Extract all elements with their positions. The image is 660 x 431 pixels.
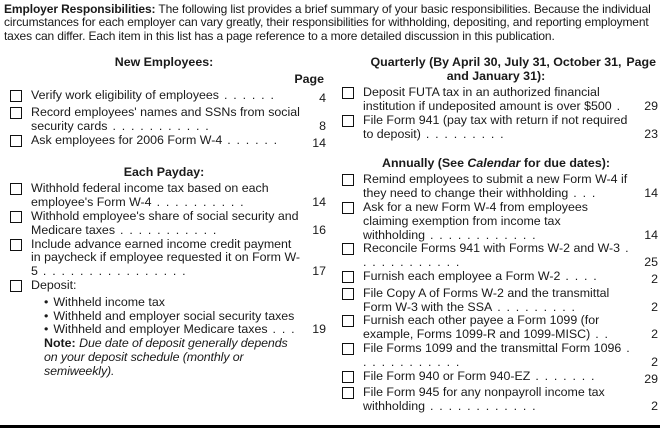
checklist-item xyxy=(334,370,658,387)
leader-dots: . . . . . . . xyxy=(535,368,596,383)
bullet-item xyxy=(44,323,326,337)
page-ref: 23 xyxy=(644,126,658,141)
leader-dots: . . . . . . . . . . xyxy=(156,195,245,210)
section-each-payday xyxy=(2,166,326,379)
page-ref: 29 xyxy=(644,99,658,114)
checkbox-icon[interactable] xyxy=(342,202,354,214)
page-ref: 2 xyxy=(651,299,658,314)
checkbox-icon[interactable] xyxy=(342,174,354,186)
section-title: Each Payday: xyxy=(123,164,205,179)
checkbox-icon[interactable] xyxy=(342,271,354,283)
bullet-text: Withheld and employer social security taxes xyxy=(53,308,295,323)
checkbox-icon[interactable] xyxy=(10,239,22,251)
leader-dots: . . . . . . . . . . . . xyxy=(430,399,537,414)
item-text: File Form 940 or Form 940-EZ xyxy=(363,368,531,383)
page-ref: 2 xyxy=(651,327,658,342)
calendar-reference: Calendar xyxy=(467,155,521,170)
note-label: Note: xyxy=(44,336,76,351)
page-ref: 19 xyxy=(312,322,326,337)
page-ref: 2 xyxy=(651,354,658,369)
section-annually xyxy=(334,157,658,414)
leader-dots: . . . . . . . . . xyxy=(425,126,505,141)
checklist-item xyxy=(334,114,658,142)
item-text: Deposit: xyxy=(31,278,77,293)
checklist-item xyxy=(2,134,326,151)
item-text: Include advance earned income credit payment in paycheck if employee requested it on Form W-5 xyxy=(31,236,301,279)
checklist-item xyxy=(2,89,326,106)
page-ref: 2 xyxy=(651,272,658,287)
checklist-item xyxy=(2,182,326,210)
leader-dots: . . . . . . . . . . . xyxy=(120,222,218,237)
section-new-employees xyxy=(2,56,326,151)
page-column-label: Page xyxy=(626,54,656,69)
leader-dots: . . . . . . . . . . . . xyxy=(363,241,630,270)
bullet-icon xyxy=(44,322,53,336)
checklist-item xyxy=(334,173,658,201)
page-ref: 25 xyxy=(644,255,658,270)
checkbox-icon[interactable] xyxy=(10,135,22,147)
leader-dots: . . . xyxy=(573,186,597,201)
page-ref: 8 xyxy=(319,119,326,134)
leader-dots: . . . . xyxy=(565,269,598,284)
page-column-label: Page xyxy=(294,71,324,86)
checkbox-icon[interactable] xyxy=(342,343,354,355)
checklist-item-deposit xyxy=(2,279,326,296)
leader-dots: . . . . . . . . . . . . xyxy=(430,227,537,242)
item-text: Verify work eligibility of employees xyxy=(31,88,220,103)
bottom-rule xyxy=(0,425,660,428)
leader-dots: . xyxy=(616,99,622,114)
leader-dots: . . . . . . . . . . . . . . . . xyxy=(42,264,187,279)
leader-dots: . . xyxy=(595,327,610,342)
checklist-item xyxy=(334,201,658,242)
two-column-layout xyxy=(0,56,660,414)
checklist-item xyxy=(334,386,658,414)
page-ref: 14 xyxy=(644,227,658,242)
page-ref: 16 xyxy=(312,222,326,237)
checkbox-icon[interactable] xyxy=(342,288,354,300)
checkbox-icon[interactable] xyxy=(10,211,22,223)
checklist-item xyxy=(2,210,326,238)
checklist-item xyxy=(334,287,658,315)
bullet-text: Withheld income tax xyxy=(53,294,165,309)
leader-dots: . . . . . . . . . . . xyxy=(112,119,210,134)
checkbox-icon[interactable] xyxy=(342,371,354,383)
item-text: Reconcile Forms 941 with Forms W-2 and W-3 xyxy=(363,241,621,256)
checkbox-icon[interactable] xyxy=(342,115,354,127)
section-title: Quarterly (By April 30, July 31, October 31, and January 31): xyxy=(370,54,622,83)
leader-dots: . . . . . . . . . . . . xyxy=(363,341,631,369)
item-text: Ask employees for 2006 Form W-4 xyxy=(31,132,223,147)
checklist-item xyxy=(334,242,658,270)
checklist-item xyxy=(334,270,658,287)
checkbox-icon[interactable] xyxy=(342,243,354,255)
bullet-item xyxy=(44,296,326,310)
bullet-item xyxy=(44,310,326,324)
page-ref: 14 xyxy=(644,186,658,201)
section-title: Annually (See Calendar for due dates): xyxy=(382,155,610,170)
page-ref: 14 xyxy=(312,195,326,210)
intro-lead: Employer Responsibilities: xyxy=(4,2,156,16)
intro-text: The following list provides a brief summary of your basic responsibilities. Because the individual circumstances for each employer can vary greatly, their responsibilities for withholding, depositing, and reporting employment taxes can differ. Each item in this list has a page reference to a more detailed discussion in this publication. xyxy=(4,2,651,43)
bullet-text: Withheld and employer Medicare taxes xyxy=(53,322,268,337)
leader-dots: . . . xyxy=(272,322,296,337)
left-column xyxy=(2,56,326,414)
item-text: Furnish each employee a Form W-2 xyxy=(363,269,561,284)
checkbox-icon[interactable] xyxy=(10,90,22,102)
page-ref: 29 xyxy=(644,371,658,386)
item-text: Furnish each other payee a Form 1099 (for example, Forms 1099-R and 1099-MISC) xyxy=(363,313,600,342)
deposit-note xyxy=(44,337,326,378)
item-text: File Form 941 (pay tax with return if not required to deposit) xyxy=(363,113,628,141)
checkbox-icon[interactable] xyxy=(10,280,22,292)
bullet-icon xyxy=(44,309,53,323)
item-text: Withhold federal income tax based on each employee's Form W-4 xyxy=(31,181,269,210)
checkbox-icon[interactable] xyxy=(342,87,354,99)
item-text: Ask for a new Form W-4 from employees claiming exemption from income tax withholding xyxy=(363,200,588,242)
item-text: Deposit FUTA tax in an authorized financial institution if undeposited amount is over $500 xyxy=(363,85,612,114)
checklist-item xyxy=(334,342,658,370)
checklist-item xyxy=(334,86,658,114)
item-text: Withhold employee's share of social security and Medicare taxes xyxy=(31,209,299,237)
item-text: File Forms 1099 and the transmittal Form 1096 xyxy=(363,341,622,356)
leader-dots: . . . . . . xyxy=(224,88,276,103)
checklist-item xyxy=(2,106,326,134)
item-text: File Copy A of Forms W-2 and the transmittal Form W-3 with the SSA xyxy=(363,285,610,314)
section-quarterly xyxy=(334,56,658,142)
leader-dots: . . . . . . xyxy=(227,132,279,147)
item-text: File Form 945 for any nonpayroll income tax withholding xyxy=(363,385,605,414)
intro-paragraph xyxy=(4,3,656,43)
bullet-icon xyxy=(44,295,53,309)
checkbox-icon[interactable] xyxy=(342,315,354,327)
item-text: Remind employees to submit a new Form W-4 if they need to change their withholding xyxy=(363,172,628,201)
checklist-item xyxy=(334,314,658,342)
note-text: Due date of deposit generally depends on your deposit schedule (monthly or semiweekly). xyxy=(44,336,288,378)
checklist-item xyxy=(2,238,326,279)
page-ref: 17 xyxy=(312,264,326,279)
leader-dots: . . . . . . . . . xyxy=(497,299,577,314)
checkbox-icon[interactable] xyxy=(342,387,354,399)
page-ref: 14 xyxy=(312,135,326,150)
section-title: New Employees: xyxy=(114,54,214,69)
item-text: Record employees' names and SSNs from social security cards xyxy=(31,105,300,134)
checkbox-icon[interactable] xyxy=(10,183,22,195)
checkbox-icon[interactable] xyxy=(10,107,22,119)
page-ref: 4 xyxy=(319,91,326,106)
page-ref: 2 xyxy=(651,399,658,414)
right-column xyxy=(334,56,658,414)
